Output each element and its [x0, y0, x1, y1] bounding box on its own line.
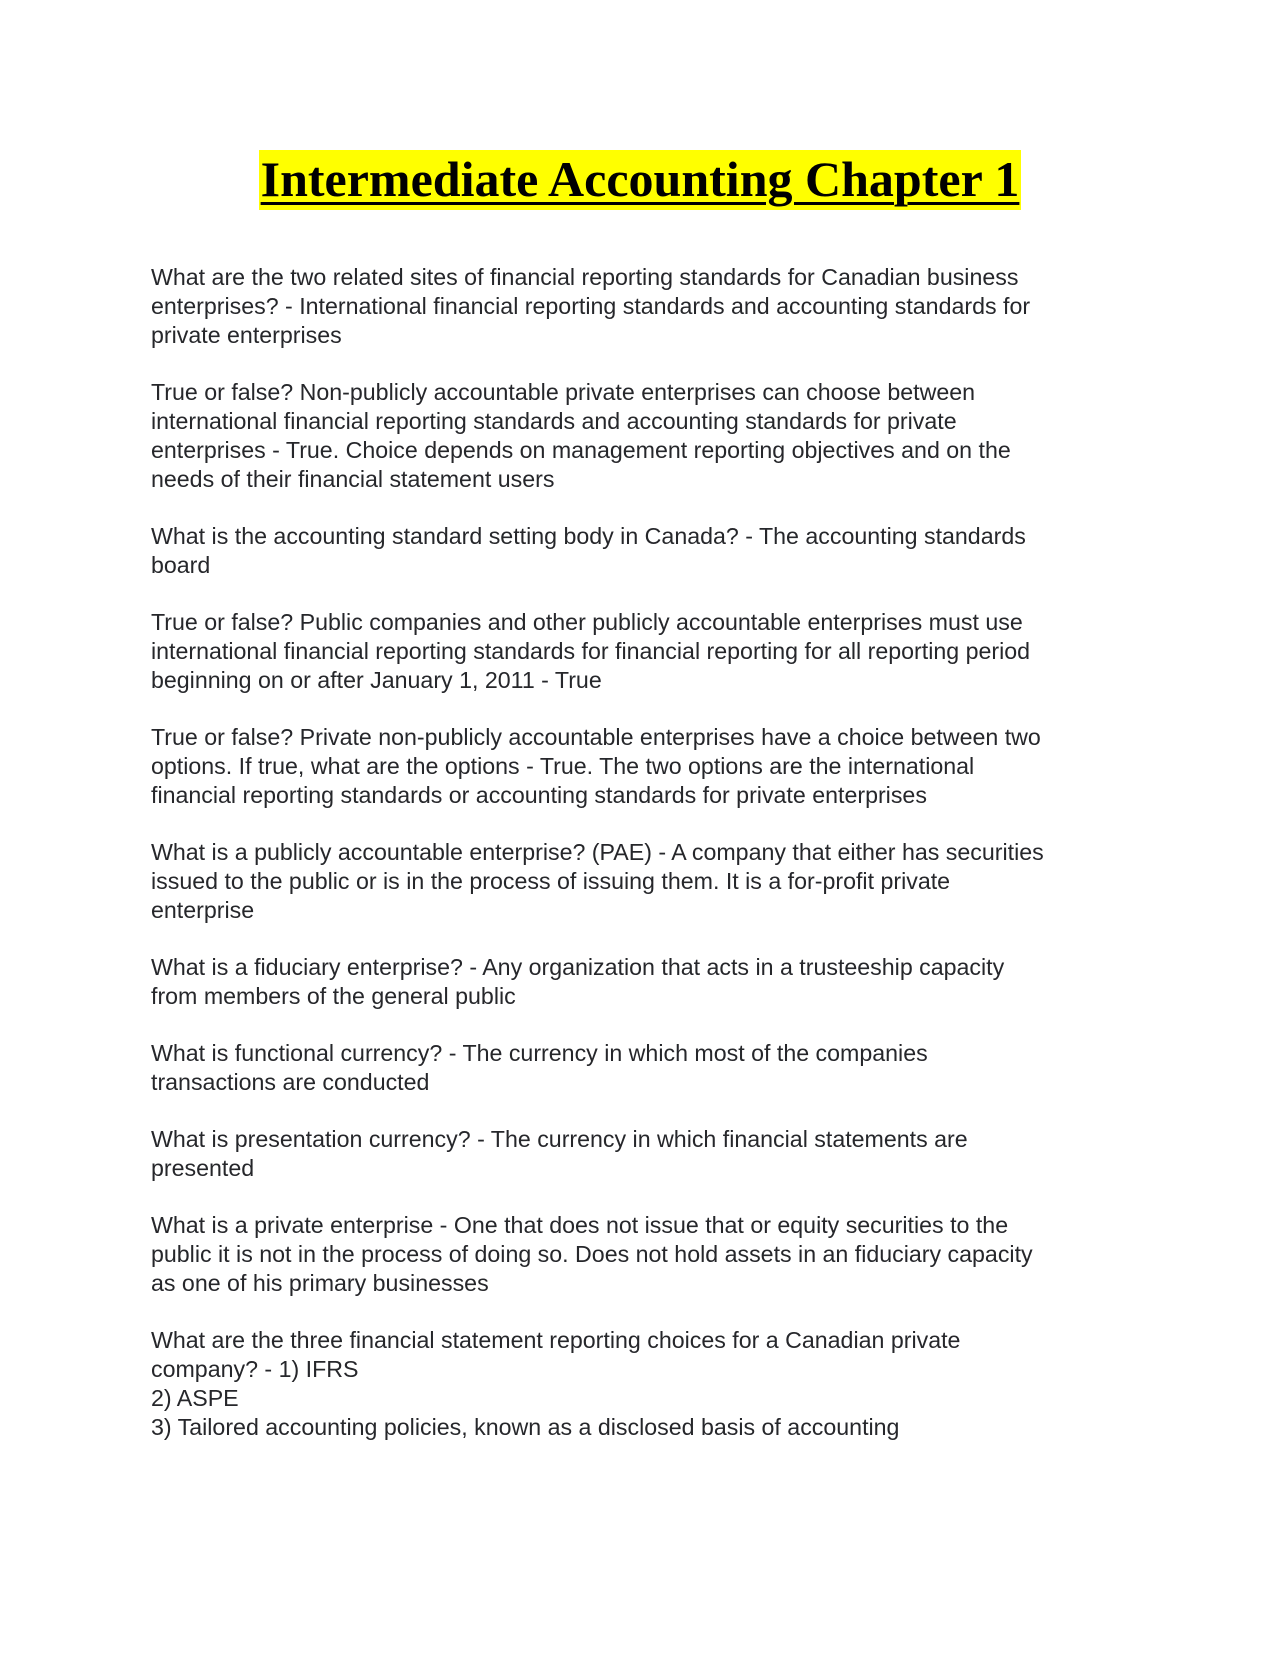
qa-line: enterprises - True. Choice depends on management reporting objectives and on the [151, 437, 1011, 463]
qa-line: issued to the public or is in the process of issuing them. It is a for-profit private [151, 868, 951, 894]
qa-line: beginning on or after January 1, 2011 - True [151, 667, 602, 693]
qa-item [151, 1039, 1141, 1097]
qa-line: company? - 1) IFRS [151, 1356, 359, 1382]
qa-line: financial reporting standards or accounting standards for private enterprises [151, 782, 927, 808]
qa-line: board [151, 552, 211, 578]
qa-item [151, 1211, 1141, 1298]
qa-line: as one of his primary businesses [151, 1270, 489, 1296]
qa-line: What is a private enterprise - One that does not issue that or equity securities to the [151, 1212, 1009, 1238]
qa-item [151, 723, 1141, 810]
document-title: Intermediate Accounting Chapter 1 [259, 150, 1022, 210]
qa-line: What is functional currency? - The currency in which most of the companies [151, 1040, 928, 1066]
qa-line: presented [151, 1155, 255, 1181]
qa-line: True or false? Non-publicly accountable private enterprises can choose between [151, 379, 976, 405]
qa-line: 3) Tailored accounting policies, known as a disclosed basis of accounting [151, 1414, 900, 1440]
qa-line: international financial reporting standards and accounting standards for private [151, 408, 957, 434]
qa-line: from members of the general public [151, 983, 516, 1009]
qa-item [151, 608, 1141, 695]
qa-line: public it is not in the process of doing so. Does not hold assets in an fiduciary capacity [151, 1241, 1033, 1267]
qa-line: transactions are conducted [151, 1069, 430, 1095]
qa-item [151, 953, 1141, 1011]
qa-line: options. If true, what are the options - True. The two options are the international [151, 753, 975, 779]
qa-line: international financial reporting standards for financial reporting for all reporting period [151, 638, 1031, 664]
qa-line: What are the three financial statement reporting choices for a Canadian private [151, 1327, 961, 1353]
qa-line: private enterprises [151, 322, 342, 348]
qa-item [151, 263, 1141, 350]
qa-item [151, 378, 1141, 494]
title-container [0, 150, 1280, 210]
qa-item [151, 1326, 1141, 1442]
qa-item [151, 838, 1141, 925]
qa-line: needs of their financial statement users [151, 466, 555, 492]
qa-item [151, 1125, 1141, 1183]
qa-line: True or false? Private non-publicly accountable enterprises have a choice between two [151, 724, 1041, 750]
qa-line: True or false? Public companies and other publicly accountable enterprises must use [151, 609, 1023, 635]
qa-line: What are the two related sites of financial reporting standards for Canadian business [151, 264, 1019, 290]
qa-line: enterprises? - International financial reporting standards and accounting standards for [151, 293, 1031, 319]
qa-line: What is presentation currency? - The currency in which financial statements are [151, 1126, 968, 1152]
qa-line: What is a publicly accountable enterprise? (PAE) - A company that either has securities [151, 839, 1044, 865]
qa-line: enterprise [151, 897, 255, 923]
qa-line: 2) ASPE [151, 1385, 239, 1411]
qa-line: What is the accounting standard setting body in Canada? - The accounting standards [151, 523, 1026, 549]
qa-item [151, 522, 1141, 580]
qa-line: What is a fiduciary enterprise? - Any organization that acts in a trusteeship capacity [151, 954, 1005, 980]
qa-list [151, 263, 1141, 1470]
